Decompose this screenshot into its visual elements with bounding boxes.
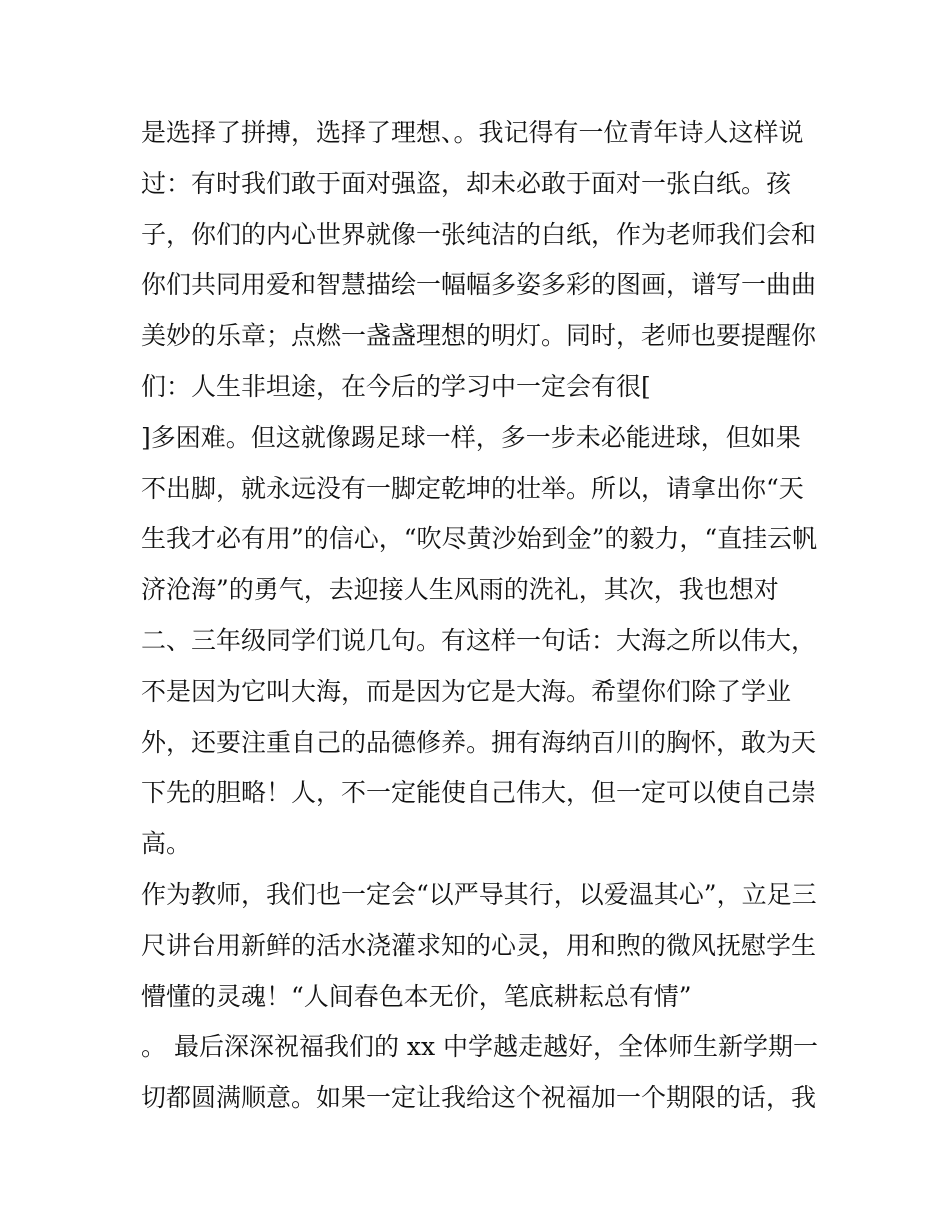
text-line: 懵懂的灵魂！“人间春色本无价，笔底耕耘总有情” [141,981,692,1011]
text-line: 作为教师，我们也一定会“以严导其行，以爱温其心”，立足三 [141,879,817,909]
text-line: 下先的胆略！人，不一定能使自己伟大，但一定可以使自己崇 [141,778,817,808]
text-line: 。 最后深深祝福我们的 xx 中学越走越好，全体师生新学期一 [141,1032,819,1062]
text-line: 高。 [141,829,192,859]
text-line: 子，你们的内心世界就像一张纯洁的白纸，作为老师我们会和 [141,219,817,249]
text-line: 是选择了拼搏，选择了理想、。我记得有一位青年诗人这样说 [141,118,804,147]
document-body [141,108,821,1124]
text-line: 过：有时我们敢于面对强盗，却未必敢于面对一张白纸。孩 [141,168,792,198]
text-line: 济沧海”的勇气，去迎接人生风雨的洗礼，其次，我也想对 [141,575,779,605]
text-line: 们：人生非坦途，在今后的学习中一定会有很[ [141,371,651,401]
text-line: 美妙的乐章；点燃一盏盏理想的明灯。同时，老师也要提醒你 [141,321,817,351]
text-line: 你们共同用爱和智慧描绘一幅幅多姿多彩的图画，谱写一曲曲 [141,270,817,300]
text-line: 尺讲台用新鲜的活水浇灌求知的心灵，用和煦的微风抚慰学生 [141,930,817,960]
text-line: 生我才必有用”的信心，“吹尽黄沙始到金”的毅力，“直挂云帆 [141,524,818,554]
text-line: 切都圆满顺意。如果一定让我给这个祝福加一个期限的话，我 [141,1083,817,1113]
text-line: 不出脚，就永远没有一脚定乾坤的壮举。所以，请拿出你“天 [141,473,804,503]
text-line: ]多困难。但这就像踢足球一样，多一步未必能进球，但如果 [141,422,801,452]
text-line: 不是因为它叫大海，而是因为它是大海。希望你们除了学业 [141,676,792,706]
text-line: 二、三年级同学们说几句。有这样一句话：大海之所以伟大， [141,625,817,655]
text-line: 外，还要注重自己的品德修养。拥有海纳百川的胸怀，敢为天 [141,727,817,757]
